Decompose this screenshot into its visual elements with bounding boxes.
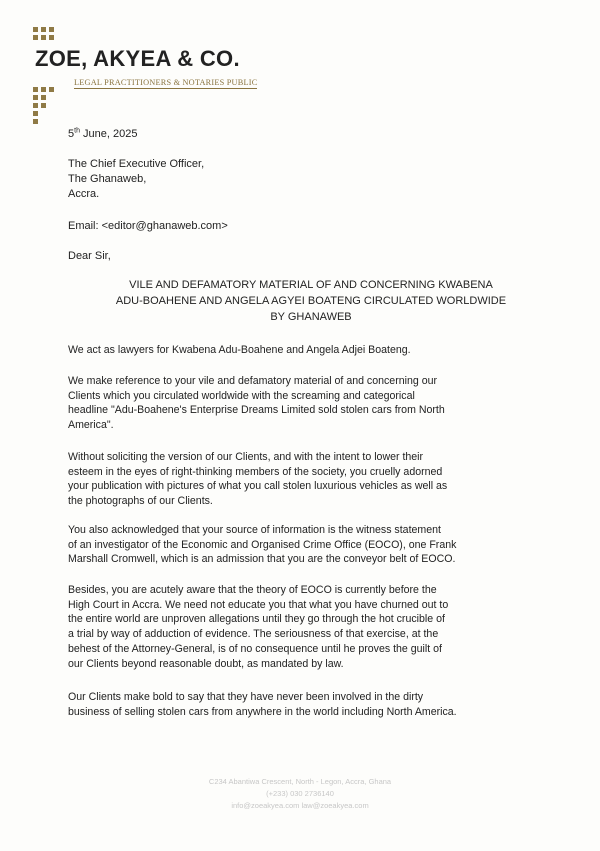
logo-square (33, 103, 38, 108)
paragraph-3 (68, 450, 558, 509)
paragraph-line: Without soliciting the version of our Clients, and with the intent to lower their (68, 451, 424, 463)
firm-subtitle: LEGAL PRACTITIONERS & NOTARIES PUBLIC (74, 78, 258, 87)
firm-logo-icon (33, 27, 67, 131)
firm-name: ZOE, AKYEA & CO. (35, 46, 240, 71)
paragraph-line: behest of the Attorney-General, is of no consequence until he proves the guilt of (68, 642, 442, 655)
logo-square (41, 95, 46, 100)
logo-square (33, 95, 38, 100)
logo-square (49, 87, 54, 92)
letter-footer (0, 776, 600, 812)
logo-square (33, 111, 38, 116)
paragraph-2 (68, 374, 558, 433)
logo-square (41, 27, 46, 32)
logo-square (33, 27, 38, 32)
footer-address: C234 Abantiwa Crescent, North - Legon, Accra, Ghana (208, 777, 392, 786)
paragraph-line: the photographs of our Clients. (68, 495, 213, 508)
date-rest: June, 2025 (79, 128, 138, 140)
paragraph-1 (68, 343, 558, 358)
logo-square (41, 87, 46, 92)
paragraph-line: We act as lawyers for Kwabena Adu-Boahene and Angela Adjei Boateng. (68, 344, 411, 356)
logo-square (33, 119, 38, 124)
date-day: 5 (68, 128, 75, 140)
logo-square (49, 35, 54, 40)
logo-square (33, 87, 38, 92)
logo-square (33, 35, 38, 40)
date-suffix: th (74, 127, 80, 135)
recipient-line: Accra. (68, 188, 100, 200)
paragraph-line: Clients which you circulated worldwide with the screaming and categorical (68, 389, 415, 402)
subject-line: VILE AND DEFAMATORY MATERIAL OF AND CONCERNING KWABENA (129, 279, 493, 291)
recipient-address (68, 157, 204, 202)
footer-phone: (+233) 030 2736140 (266, 789, 334, 798)
paragraph-line: We make reference to your vile and defamatory material of and concerning our (68, 375, 438, 387)
logo-square (49, 27, 54, 32)
paragraph-line: You also acknowledged that your source of information is the witness statement (68, 524, 441, 536)
paragraph-line: business of selling stolen cars from anywhere in the world including North America. (68, 705, 457, 718)
paragraph-line: of an investigator of the Economic and Organised Crime Office (EOCO), one Frank (68, 538, 457, 551)
subject-line: BY GHANAWEB (270, 311, 352, 323)
paragraph-line: Besides, you are acutely aware that the theory of EOCO is currently before the (68, 584, 437, 596)
salutation: Dear Sir, (68, 250, 111, 262)
subject-line: ADU-BOAHENE AND ANGELA AGYEI BOATENG CIRCULATED WORLDWIDE (115, 295, 507, 307)
paragraph-6 (68, 690, 558, 719)
paragraph-line: our Clients beyond reasonable doubt, as mandated by law. (68, 657, 344, 670)
paragraph-line: the entire world are unproven allegations until they go through the hot crucible of (68, 613, 445, 626)
paragraph-line: High Court in Accra. We need not educate you that what you have churned out to (68, 598, 449, 611)
paragraph-line: Our Clients make bold to say that they have never been involved in the dirty (68, 691, 424, 703)
recipient-line: The Chief Executive Officer, (68, 158, 205, 170)
paragraph-4 (68, 523, 558, 567)
paragraph-5 (68, 583, 558, 671)
subject-heading (68, 277, 554, 325)
recipient-email: Email: <editor@ghanaweb.com> (68, 220, 228, 232)
paragraph-line: headline "Adu-Boahene's Enterprise Dreams Limited sold stolen cars from North (68, 404, 445, 417)
logo-square (41, 35, 46, 40)
footer-email: info@zoeakyea.com law@zoeakyea.com (231, 801, 369, 810)
recipient-line: The Ghanaweb, (68, 173, 147, 185)
paragraph-line: your publication with pictures of what you call stolen luxurious vehicles as well as (68, 480, 448, 493)
paragraph-line: Marshall Cromwell, which is an admission that you are the conveyor belt of EOCO. (68, 553, 456, 566)
paragraph-line: a trial by way of adduction of evidence. The seriousness of that exercise, at the (68, 628, 439, 641)
letter-date (68, 127, 137, 142)
paragraph-line: esteem in the eyes of right-thinking members of the society, you cruelly adorned (68, 465, 443, 478)
logo-square (41, 103, 46, 108)
paragraph-line: America". (68, 419, 114, 432)
